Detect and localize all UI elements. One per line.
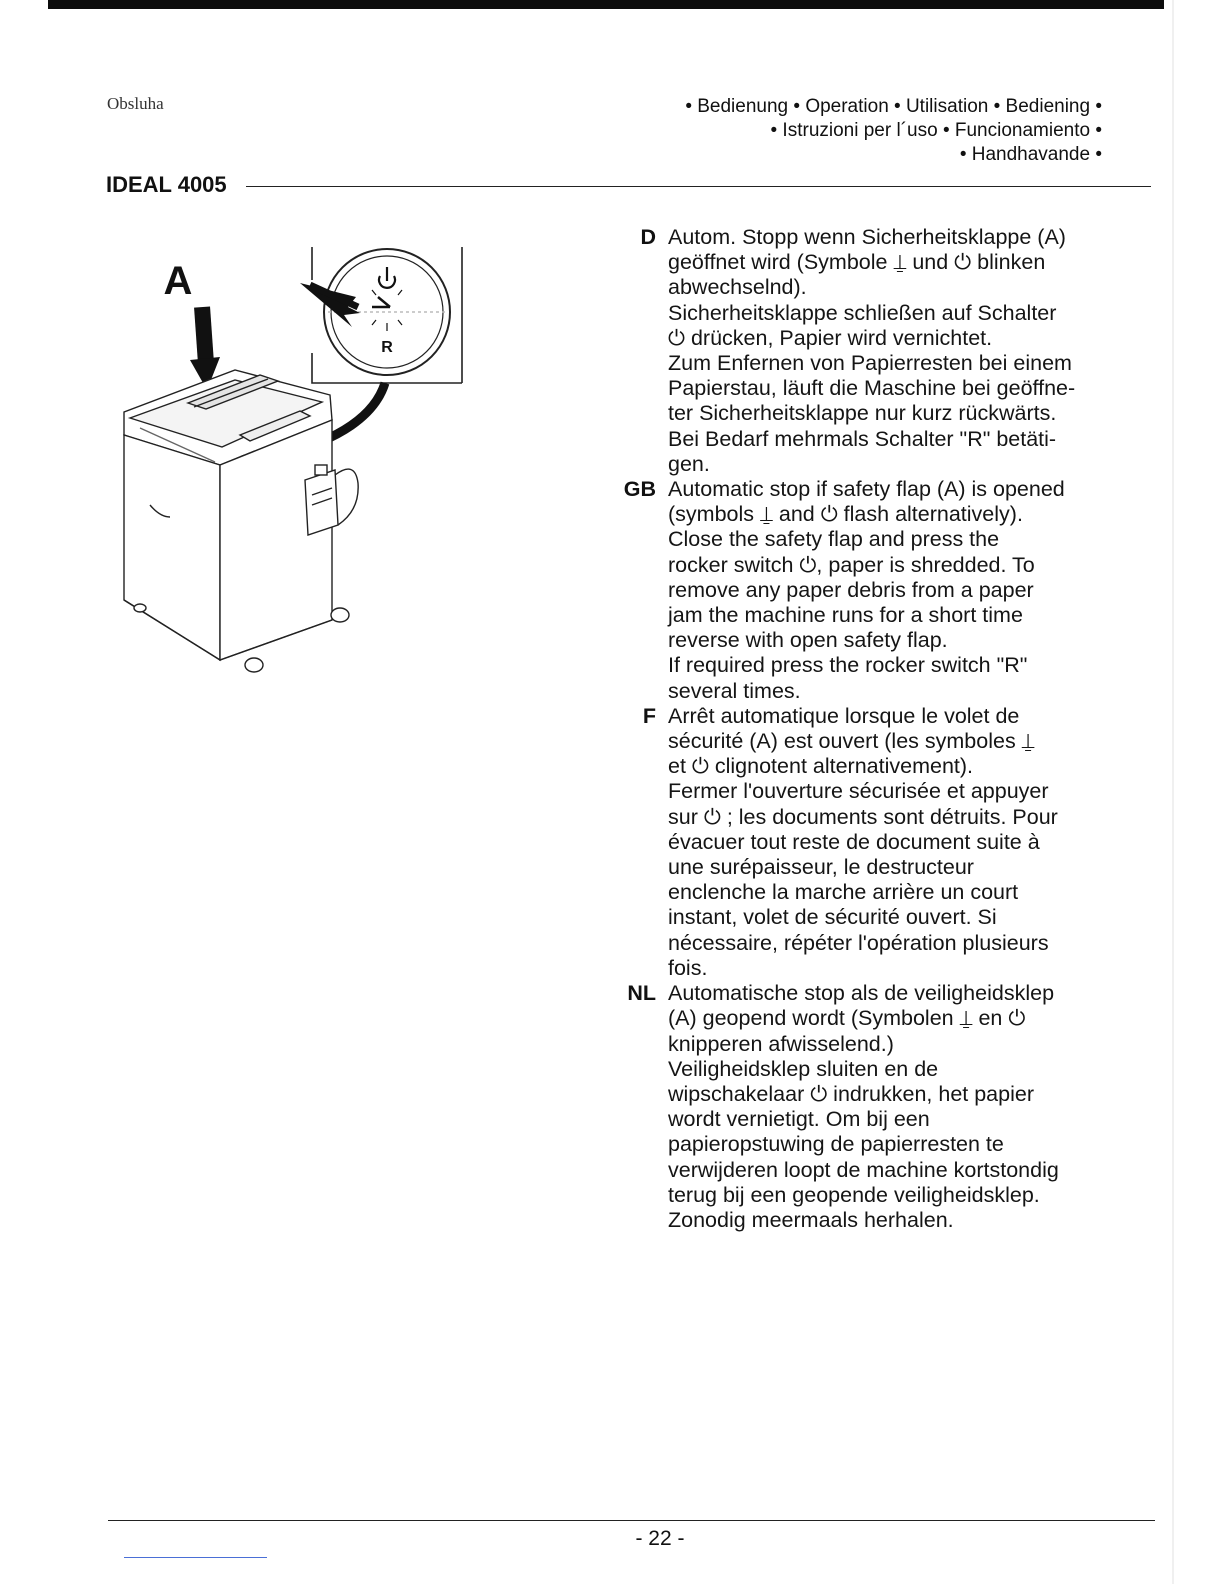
text-line: évacuer tout reste de document suite à bbox=[668, 829, 1040, 854]
flap-symbol-icon bbox=[372, 297, 390, 307]
page-number: - 22 - bbox=[635, 1527, 685, 1550]
language-code: GB bbox=[623, 477, 656, 502]
text-line: abwechselnd). bbox=[668, 275, 807, 300]
text-line: verwijderen loopt de machine kortstondig bbox=[668, 1157, 1059, 1182]
text-line: Autom. Stopp wenn Sicherheitsklappe (A) bbox=[668, 225, 1066, 249]
power-symbol-icon bbox=[379, 267, 395, 288]
callout-a-label: A bbox=[163, 259, 193, 303]
text-line: ter Sicherheitsklappe nur kurz rückwärts. bbox=[668, 401, 1057, 426]
instructions-column bbox=[612, 225, 1112, 1233]
text-line: instant, volet de sécurité ouvert. Si bbox=[668, 905, 997, 930]
text-line: If required press the rocker switch "R" bbox=[668, 653, 1028, 678]
language-header bbox=[685, 95, 1102, 167]
section-nl bbox=[612, 981, 1112, 1233]
shredder-illustration bbox=[110, 235, 480, 695]
text-line: sur ⏻ ; les documents sont détruits. Pour bbox=[668, 804, 1058, 829]
footer-divider bbox=[108, 1520, 1155, 1521]
text-line: et ⏻ clignotent alternativement). bbox=[668, 754, 974, 779]
text-line: jam the machine runs for a short time bbox=[668, 603, 1023, 628]
text-line: (A) geopend wordt (Symbolen ⍊ en ⏻ bbox=[668, 1006, 1026, 1031]
text-line: Automatische stop als de veiligheidsklep bbox=[668, 981, 1055, 1006]
text-line: (symbols ⍊ and ⏻ flash alternatively). bbox=[668, 502, 1023, 527]
text-line: Close the safety flap and press the bbox=[668, 527, 1000, 552]
section-gb bbox=[612, 477, 1112, 704]
text-line: Automatic stop if safety flap (A) is opened bbox=[668, 477, 1065, 502]
language-header-line: • Handhavande • bbox=[959, 144, 1102, 165]
text-line: Papierstau, läuft die Maschine bei geöffne- bbox=[668, 376, 1076, 401]
text-line: Fermer l'ouverture sécurisée et appuyer bbox=[668, 779, 1049, 804]
top-border-bar bbox=[48, 0, 1164, 9]
text-line: several times. bbox=[668, 678, 801, 703]
model-title: IDEAL 4005 bbox=[106, 172, 227, 197]
section-label: Obsluha bbox=[107, 94, 164, 113]
text-line: Bei Bedarf mehrmals Schalter "R" betäti- bbox=[668, 426, 1057, 451]
text-line: enclenche la marche arrière un court bbox=[668, 880, 1019, 905]
text-line: Zonodig meermaals herhalen. bbox=[668, 1207, 954, 1232]
text-line: knipperen afwisselend.) bbox=[668, 1031, 894, 1056]
blink-marks-icon bbox=[372, 290, 402, 331]
text-line: Veiligheidsklep sluiten en de bbox=[668, 1056, 939, 1081]
switch-r-label: R bbox=[381, 339, 393, 356]
header-divider bbox=[246, 186, 1151, 187]
text-line: gen. bbox=[668, 451, 710, 476]
pointer-arrow-icon bbox=[300, 283, 360, 327]
language-header-line: • Istruzioni per l´uso • Funcionamiento • bbox=[770, 120, 1102, 141]
blue-underline-artifact bbox=[124, 1557, 267, 1558]
text-line: wordt vernietigt. Om bij een bbox=[668, 1107, 930, 1132]
text-line: geöffnet wird (Symbole ⍊ und ⏻ blinken bbox=[668, 250, 1046, 275]
page-edge-shadow bbox=[1172, 0, 1174, 1584]
language-code: F bbox=[642, 703, 656, 728]
language-code: D bbox=[640, 225, 656, 249]
text-line: remove any paper debris from a paper bbox=[668, 577, 1034, 602]
text-line: reverse with open safety flap. bbox=[668, 628, 948, 653]
text-line: Arrêt automatique lorsque le volet de bbox=[668, 703, 1020, 728]
text-line: ⏻ drücken, Papier wird vernichtet. bbox=[668, 325, 993, 350]
text-line: Sicherheitsklappe schließen auf Schalter bbox=[668, 300, 1057, 325]
language-code: NL bbox=[627, 981, 656, 1006]
section-d bbox=[612, 225, 1112, 477]
language-header-line: • Bedienung • Operation • Utilisation • Bediening • bbox=[685, 96, 1102, 117]
text-line: nécessaire, répéter l'opération plusieurs bbox=[668, 930, 1049, 955]
text-line: fois. bbox=[668, 955, 708, 980]
text-line: terug bij een geopende veiligheidsklep. bbox=[668, 1182, 1040, 1207]
text-line: wipschakelaar ⏻ indrukken, het papier bbox=[668, 1081, 1034, 1106]
text-line: Zum Enfernen von Papierresten bei einem bbox=[668, 351, 1072, 376]
text-line: une surépaisseur, le destructeur bbox=[668, 855, 974, 880]
text-line: sécurité (A) est ouvert (les symboles ⍊ bbox=[668, 729, 1035, 754]
section-f bbox=[612, 704, 1112, 981]
text-line: rocker switch ⏻, paper is shredded. To bbox=[668, 552, 1035, 577]
text-line: papieropstuwing de papierresten te bbox=[668, 1132, 1004, 1157]
